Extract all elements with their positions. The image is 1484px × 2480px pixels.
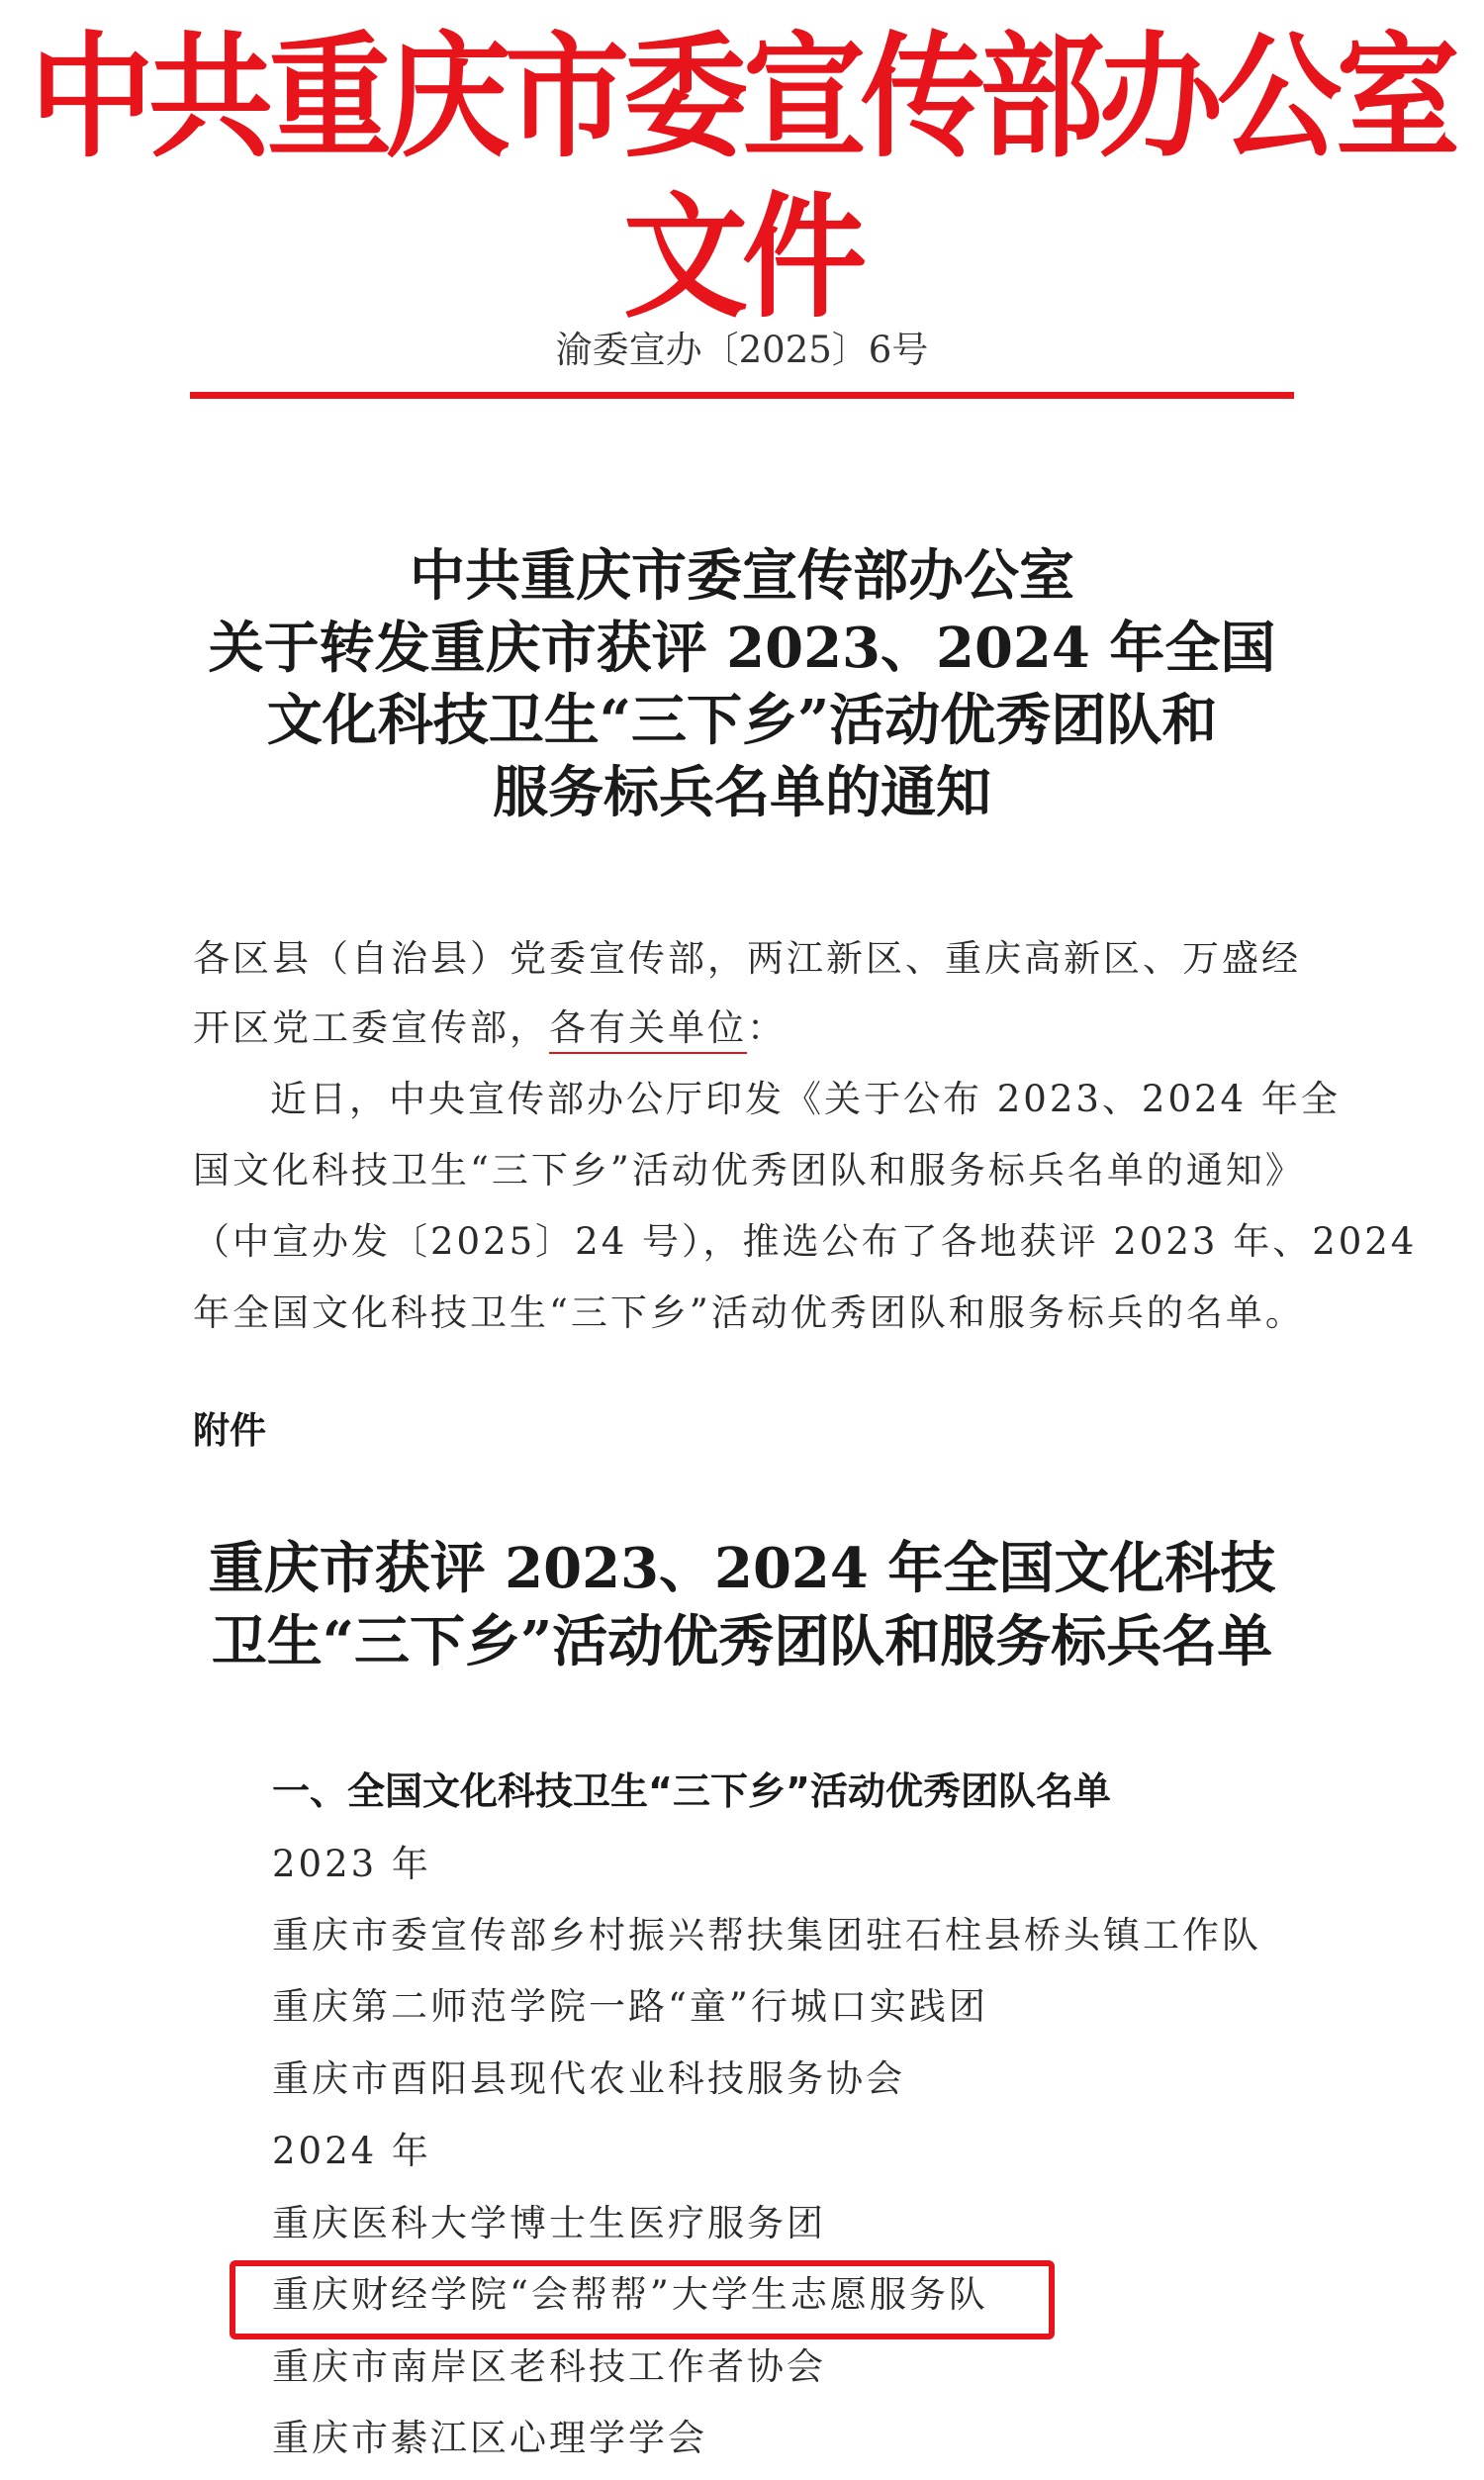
salutation-underlined: 各有关单位 [549, 1006, 747, 1049]
list-item: 重庆市酉阳县现代农业科技服务协会 [272, 2057, 905, 2100]
attachment-title-line: 重庆市获评 2023、2024 年全国文化科技 [208, 1536, 1276, 1601]
paragraph-line: （中宣办发〔2025〕24 号），推选公布了各地获评 2023 年、2024 [193, 1220, 1418, 1263]
document-number: 渝委宣办〔2025〕6号 [555, 329, 929, 371]
list-item: 重庆市南岸区老科技工作者协会 [272, 2345, 826, 2388]
notice-title-line: 中共重庆市委宣传部办公室 [410, 543, 1074, 609]
document-header-title: 中共重庆市委宣传部办公室文件 [30, 19, 1454, 336]
notice-title [0, 540, 1484, 829]
salutation-line: 各区县（自治县）党委宣传部，两江新区、重庆高新区、万盛经 [193, 937, 1301, 980]
salutation-prefix: 开区党工委宣传部， [193, 1006, 549, 1049]
salutation-line [193, 998, 787, 1051]
highlight-box [230, 2260, 1055, 2339]
attachment-title [0, 1532, 1484, 1678]
notice-title-line: 服务标兵名单的通知 [493, 760, 991, 825]
section-heading: 一、全国文化科技卫生“三下乡”活动优秀团队名单 [272, 1769, 1111, 1813]
notice-title-line: 文化科技卫生“三下乡”活动优秀团队和 [266, 688, 1218, 753]
list-item: 重庆市綦江区心理学学会 [272, 2417, 707, 2459]
list-item: 重庆第二师范学院一路“童”行城口实践团 [272, 1985, 988, 2028]
paragraph-line: 年全国文化科技卫生“三下乡”活动优秀团队和服务标兵的名单。 [193, 1291, 1305, 1334]
list-item: 重庆医科大学博士生医疗服务团 [272, 2202, 826, 2244]
red-divider [190, 392, 1294, 399]
paragraph-line: 近日，中央宣传部办公厅印发《关于公布 2023、2024 年全 [270, 1078, 1341, 1120]
attachment-title-line: 卫生“三下乡”活动优秀团队和服务标兵名单 [211, 1609, 1273, 1674]
notice-title-line: 关于转发重庆市获评 2023、2024 年全国 [208, 616, 1276, 681]
list-item: 重庆市委宣传部乡村振兴帮扶集团驻石柱县桥头镇工作队 [272, 1914, 1261, 1956]
salutation-suffix: ： [747, 1006, 787, 1049]
paragraph-line: 国文化科技卫生“三下乡”活动优秀团队和服务标兵名单的通知》 [193, 1149, 1305, 1192]
attachment-label: 附件 [193, 1409, 266, 1452]
year-label-2024: 2024 年 [272, 2130, 431, 2172]
year-label-2023: 2023 年 [272, 1843, 431, 1885]
list-item-highlighted: 重庆财经学院“会帮帮”大学生志愿服务队 [272, 2273, 988, 2316]
